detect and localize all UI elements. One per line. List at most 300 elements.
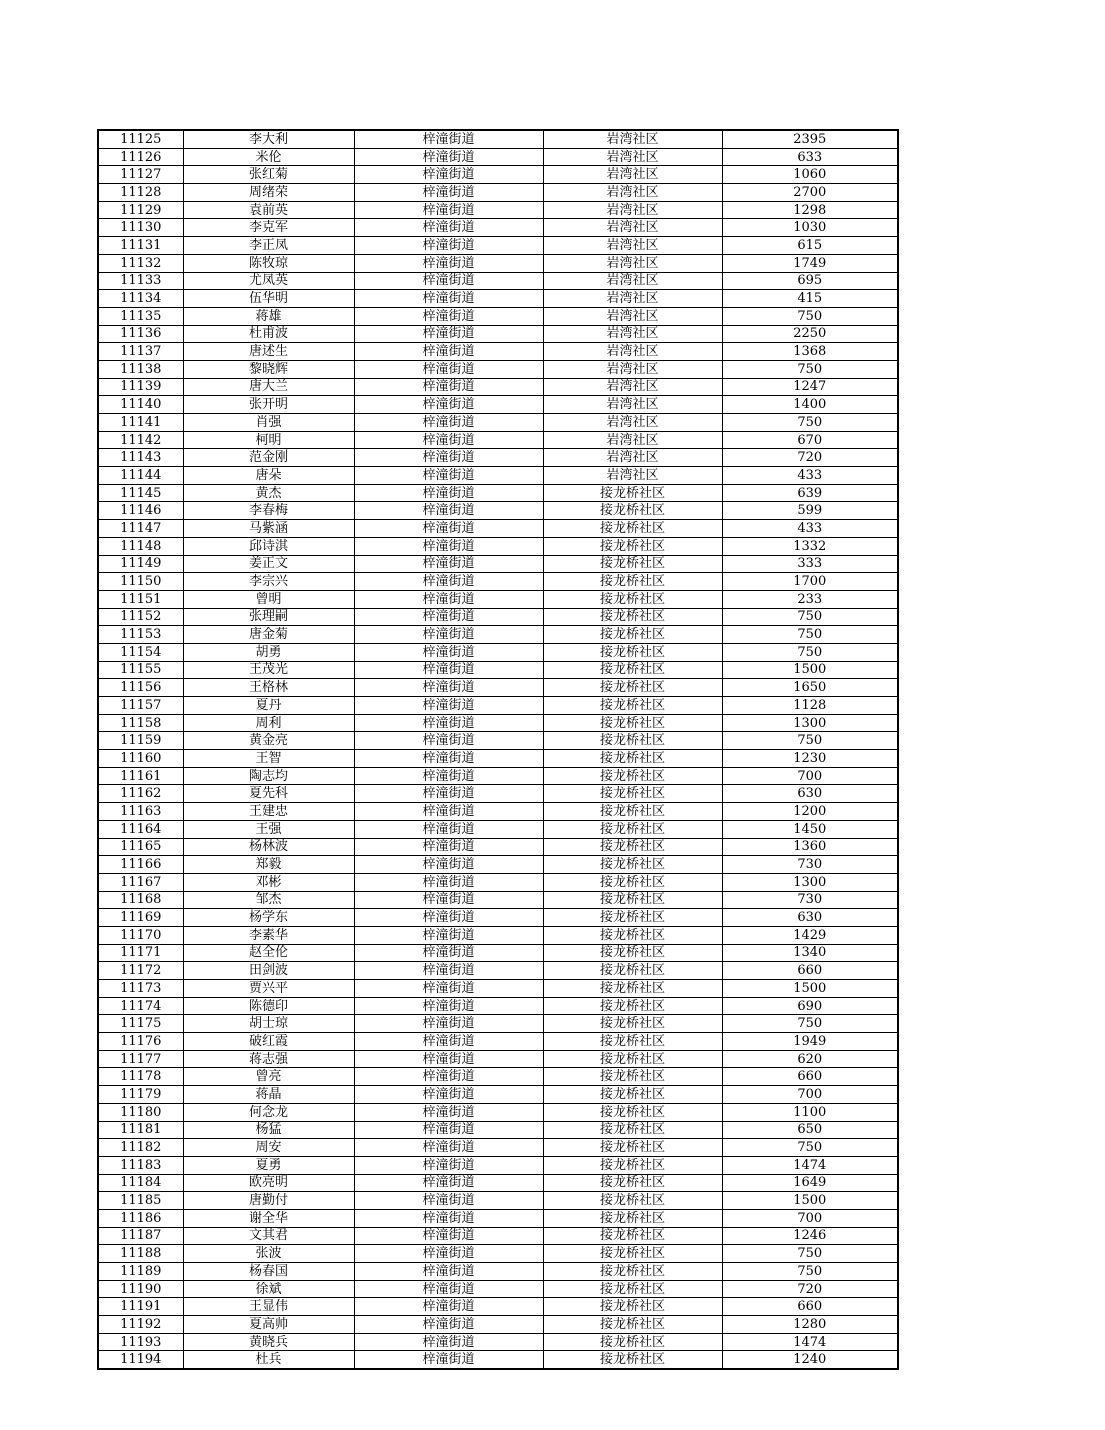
cell-street: 梓潼街道 bbox=[354, 254, 543, 272]
data-table bbox=[97, 129, 899, 1370]
cell-street: 梓潼街道 bbox=[354, 1050, 543, 1068]
cell-id: 11136 bbox=[98, 325, 183, 343]
cell-name: 文其君 bbox=[183, 1227, 354, 1245]
cell-name: 唐勤付 bbox=[183, 1192, 354, 1210]
cell-id: 11175 bbox=[98, 1015, 183, 1033]
cell-community: 岩湾社区 bbox=[543, 360, 722, 378]
cell-id: 11164 bbox=[98, 820, 183, 838]
table-row bbox=[98, 643, 898, 661]
cell-amount: 695 bbox=[722, 272, 898, 290]
cell-name: 徐斌 bbox=[183, 1280, 354, 1298]
cell-community: 接龙桥社区 bbox=[543, 1050, 722, 1068]
table-row bbox=[98, 148, 898, 166]
table-row bbox=[98, 219, 898, 237]
cell-amount: 750 bbox=[722, 732, 898, 750]
table-row bbox=[98, 1316, 898, 1334]
cell-name: 邓彬 bbox=[183, 873, 354, 891]
cell-name: 王强 bbox=[183, 820, 354, 838]
cell-street: 梓潼街道 bbox=[354, 1298, 543, 1316]
cell-name: 邱诗淇 bbox=[183, 537, 354, 555]
cell-community: 接龙桥社区 bbox=[543, 555, 722, 573]
cell-street: 梓潼街道 bbox=[354, 1263, 543, 1281]
table-row bbox=[98, 1280, 898, 1298]
cell-community: 岩湾社区 bbox=[543, 414, 722, 432]
table-row bbox=[98, 1227, 898, 1245]
cell-name: 谢全华 bbox=[183, 1209, 354, 1227]
cell-name: 唐朵 bbox=[183, 467, 354, 485]
cell-id: 11129 bbox=[98, 201, 183, 219]
cell-name: 黎晓辉 bbox=[183, 360, 354, 378]
table-row bbox=[98, 520, 898, 538]
table-row bbox=[98, 237, 898, 255]
cell-amount: 1060 bbox=[722, 166, 898, 184]
cell-name: 王智 bbox=[183, 750, 354, 768]
cell-street: 梓潼街道 bbox=[354, 272, 543, 290]
cell-community: 岩湾社区 bbox=[543, 325, 722, 343]
cell-community: 岩湾社区 bbox=[543, 272, 722, 290]
cell-name: 陶志均 bbox=[183, 767, 354, 785]
cell-street: 梓潼街道 bbox=[354, 130, 543, 148]
cell-name: 李素华 bbox=[183, 926, 354, 944]
table-row bbox=[98, 1351, 898, 1369]
cell-id: 11192 bbox=[98, 1316, 183, 1334]
cell-amount: 599 bbox=[722, 502, 898, 520]
cell-street: 梓潼街道 bbox=[354, 343, 543, 361]
cell-name: 张波 bbox=[183, 1245, 354, 1263]
cell-name: 周利 bbox=[183, 714, 354, 732]
cell-community: 接龙桥社区 bbox=[543, 1033, 722, 1051]
cell-id: 11127 bbox=[98, 166, 183, 184]
cell-id: 11165 bbox=[98, 838, 183, 856]
table-row bbox=[98, 1333, 898, 1351]
table-row bbox=[98, 184, 898, 202]
cell-community: 接龙桥社区 bbox=[543, 803, 722, 821]
cell-id: 11157 bbox=[98, 697, 183, 715]
cell-name: 姜正文 bbox=[183, 555, 354, 573]
cell-community: 接龙桥社区 bbox=[543, 1015, 722, 1033]
table-row bbox=[98, 590, 898, 608]
cell-name: 李春梅 bbox=[183, 502, 354, 520]
cell-name: 周绪荣 bbox=[183, 184, 354, 202]
cell-name: 黄金亮 bbox=[183, 732, 354, 750]
cell-amount: 1030 bbox=[722, 219, 898, 237]
cell-id: 11131 bbox=[98, 237, 183, 255]
cell-street: 梓潼街道 bbox=[354, 608, 543, 626]
table-row bbox=[98, 1050, 898, 1068]
cell-amount: 750 bbox=[722, 360, 898, 378]
cell-name: 黄杰 bbox=[183, 484, 354, 502]
cell-amount: 2395 bbox=[722, 130, 898, 148]
cell-amount: 700 bbox=[722, 767, 898, 785]
table-row bbox=[98, 1033, 898, 1051]
cell-community: 接龙桥社区 bbox=[543, 873, 722, 891]
cell-community: 岩湾社区 bbox=[543, 431, 722, 449]
table-row bbox=[98, 1298, 898, 1316]
cell-street: 梓潼街道 bbox=[354, 1245, 543, 1263]
cell-name: 李克军 bbox=[183, 219, 354, 237]
cell-id: 11126 bbox=[98, 148, 183, 166]
table-row bbox=[98, 396, 898, 414]
cell-id: 11135 bbox=[98, 307, 183, 325]
cell-id: 11186 bbox=[98, 1209, 183, 1227]
cell-community: 接龙桥社区 bbox=[543, 1174, 722, 1192]
table-row bbox=[98, 254, 898, 272]
cell-street: 梓潼街道 bbox=[354, 1103, 543, 1121]
cell-street: 梓潼街道 bbox=[354, 1033, 543, 1051]
table-row bbox=[98, 1121, 898, 1139]
table-body bbox=[98, 130, 898, 1369]
cell-street: 梓潼街道 bbox=[354, 661, 543, 679]
cell-amount: 1700 bbox=[722, 573, 898, 591]
cell-community: 接龙桥社区 bbox=[543, 962, 722, 980]
cell-id: 11156 bbox=[98, 679, 183, 697]
cell-street: 梓潼街道 bbox=[354, 520, 543, 538]
cell-community: 接龙桥社区 bbox=[543, 856, 722, 874]
cell-community: 接龙桥社区 bbox=[543, 1263, 722, 1281]
cell-community: 岩湾社区 bbox=[543, 290, 722, 308]
cell-street: 梓潼街道 bbox=[354, 449, 543, 467]
table-row bbox=[98, 1263, 898, 1281]
cell-street: 梓潼街道 bbox=[354, 1068, 543, 1086]
cell-name: 张红菊 bbox=[183, 166, 354, 184]
cell-community: 接龙桥社区 bbox=[543, 502, 722, 520]
table-row bbox=[98, 502, 898, 520]
cell-name: 伍华明 bbox=[183, 290, 354, 308]
cell-name: 曾亮 bbox=[183, 1068, 354, 1086]
cell-amount: 750 bbox=[722, 1015, 898, 1033]
table-row bbox=[98, 838, 898, 856]
cell-name: 蒋晶 bbox=[183, 1086, 354, 1104]
cell-id: 11166 bbox=[98, 856, 183, 874]
cell-id: 11148 bbox=[98, 537, 183, 555]
cell-street: 梓潼街道 bbox=[354, 1333, 543, 1351]
cell-amount: 1749 bbox=[722, 254, 898, 272]
cell-id: 11183 bbox=[98, 1156, 183, 1174]
table-row bbox=[98, 378, 898, 396]
cell-id: 11154 bbox=[98, 643, 183, 661]
cell-amount: 1429 bbox=[722, 926, 898, 944]
cell-id: 11125 bbox=[98, 130, 183, 148]
cell-community: 岩湾社区 bbox=[543, 184, 722, 202]
cell-community: 岩湾社区 bbox=[543, 148, 722, 166]
table-row bbox=[98, 360, 898, 378]
cell-id: 11191 bbox=[98, 1298, 183, 1316]
cell-community: 接龙桥社区 bbox=[543, 1086, 722, 1104]
cell-id: 11147 bbox=[98, 520, 183, 538]
table-row bbox=[98, 537, 898, 555]
cell-community: 接龙桥社区 bbox=[543, 714, 722, 732]
cell-id: 11137 bbox=[98, 343, 183, 361]
cell-amount: 2250 bbox=[722, 325, 898, 343]
cell-community: 岩湾社区 bbox=[543, 219, 722, 237]
cell-id: 11194 bbox=[98, 1351, 183, 1369]
cell-amount: 1474 bbox=[722, 1333, 898, 1351]
cell-street: 梓潼街道 bbox=[354, 679, 543, 697]
table-row bbox=[98, 679, 898, 697]
cell-name: 王格林 bbox=[183, 679, 354, 697]
cell-amount: 2700 bbox=[722, 184, 898, 202]
cell-name: 陈德印 bbox=[183, 997, 354, 1015]
cell-community: 接龙桥社区 bbox=[543, 785, 722, 803]
cell-street: 梓潼街道 bbox=[354, 590, 543, 608]
cell-street: 梓潼街道 bbox=[354, 502, 543, 520]
cell-community: 接龙桥社区 bbox=[543, 997, 722, 1015]
cell-street: 梓潼街道 bbox=[354, 820, 543, 838]
cell-id: 11150 bbox=[98, 573, 183, 591]
cell-community: 接龙桥社区 bbox=[543, 1139, 722, 1157]
cell-id: 11163 bbox=[98, 803, 183, 821]
cell-amount: 1128 bbox=[722, 697, 898, 715]
cell-community: 岩湾社区 bbox=[543, 396, 722, 414]
cell-amount: 1340 bbox=[722, 944, 898, 962]
cell-amount: 720 bbox=[722, 1280, 898, 1298]
cell-name: 夏勇 bbox=[183, 1156, 354, 1174]
cell-community: 岩湾社区 bbox=[543, 254, 722, 272]
cell-amount: 433 bbox=[722, 467, 898, 485]
cell-community: 接龙桥社区 bbox=[543, 944, 722, 962]
cell-amount: 1500 bbox=[722, 1192, 898, 1210]
table-row bbox=[98, 714, 898, 732]
cell-amount: 750 bbox=[722, 307, 898, 325]
cell-name: 杜兵 bbox=[183, 1351, 354, 1369]
cell-amount: 630 bbox=[722, 909, 898, 927]
cell-name: 杜甫波 bbox=[183, 325, 354, 343]
cell-amount: 700 bbox=[722, 1086, 898, 1104]
cell-amount: 1949 bbox=[722, 1033, 898, 1051]
table-row bbox=[98, 290, 898, 308]
cell-street: 梓潼街道 bbox=[354, 1280, 543, 1298]
cell-street: 梓潼街道 bbox=[354, 909, 543, 927]
cell-id: 11134 bbox=[98, 290, 183, 308]
cell-name: 李大利 bbox=[183, 130, 354, 148]
cell-community: 接龙桥社区 bbox=[543, 626, 722, 644]
cell-street: 梓潼街道 bbox=[354, 1227, 543, 1245]
table-row bbox=[98, 856, 898, 874]
cell-street: 梓潼街道 bbox=[354, 873, 543, 891]
cell-street: 梓潼街道 bbox=[354, 148, 543, 166]
cell-street: 梓潼街道 bbox=[354, 431, 543, 449]
cell-community: 接龙桥社区 bbox=[543, 891, 722, 909]
cell-name: 米伦 bbox=[183, 148, 354, 166]
cell-street: 梓潼街道 bbox=[354, 926, 543, 944]
cell-amount: 1247 bbox=[722, 378, 898, 396]
cell-id: 11172 bbox=[98, 962, 183, 980]
cell-id: 11182 bbox=[98, 1139, 183, 1157]
cell-amount: 1649 bbox=[722, 1174, 898, 1192]
cell-street: 梓潼街道 bbox=[354, 360, 543, 378]
cell-amount: 1298 bbox=[722, 201, 898, 219]
table-row bbox=[98, 130, 898, 148]
table-row bbox=[98, 1245, 898, 1263]
cell-id: 11152 bbox=[98, 608, 183, 626]
cell-amount: 1100 bbox=[722, 1103, 898, 1121]
cell-street: 梓潼街道 bbox=[354, 732, 543, 750]
table-row bbox=[98, 1174, 898, 1192]
cell-street: 梓潼街道 bbox=[354, 980, 543, 998]
table-row bbox=[98, 891, 898, 909]
cell-community: 岩湾社区 bbox=[543, 343, 722, 361]
cell-community: 接龙桥社区 bbox=[543, 1068, 722, 1086]
cell-amount: 750 bbox=[722, 1263, 898, 1281]
cell-street: 梓潼街道 bbox=[354, 803, 543, 821]
cell-community: 接龙桥社区 bbox=[543, 1298, 722, 1316]
cell-street: 梓潼街道 bbox=[354, 944, 543, 962]
cell-community: 岩湾社区 bbox=[543, 201, 722, 219]
cell-amount: 650 bbox=[722, 1121, 898, 1139]
cell-community: 岩湾社区 bbox=[543, 449, 722, 467]
cell-community: 接龙桥社区 bbox=[543, 537, 722, 555]
cell-name: 陈牧琼 bbox=[183, 254, 354, 272]
cell-amount: 750 bbox=[722, 414, 898, 432]
cell-community: 接龙桥社区 bbox=[543, 767, 722, 785]
cell-id: 11133 bbox=[98, 272, 183, 290]
cell-name: 唐述生 bbox=[183, 343, 354, 361]
cell-street: 梓潼街道 bbox=[354, 856, 543, 874]
cell-street: 梓潼街道 bbox=[354, 467, 543, 485]
cell-community: 接龙桥社区 bbox=[543, 679, 722, 697]
cell-community: 接龙桥社区 bbox=[543, 1351, 722, 1369]
cell-amount: 1300 bbox=[722, 714, 898, 732]
cell-id: 11169 bbox=[98, 909, 183, 927]
cell-amount: 730 bbox=[722, 856, 898, 874]
cell-street: 梓潼街道 bbox=[354, 201, 543, 219]
table-row bbox=[98, 997, 898, 1015]
table-row bbox=[98, 767, 898, 785]
cell-name: 李正凤 bbox=[183, 237, 354, 255]
cell-name: 李宗兴 bbox=[183, 573, 354, 591]
cell-amount: 1500 bbox=[722, 661, 898, 679]
cell-community: 岩湾社区 bbox=[543, 378, 722, 396]
cell-amount: 233 bbox=[722, 590, 898, 608]
cell-street: 梓潼街道 bbox=[354, 626, 543, 644]
cell-amount: 730 bbox=[722, 891, 898, 909]
cell-street: 梓潼街道 bbox=[354, 219, 543, 237]
cell-community: 接龙桥社区 bbox=[543, 608, 722, 626]
cell-amount: 415 bbox=[722, 290, 898, 308]
cell-name: 黄晓兵 bbox=[183, 1333, 354, 1351]
cell-street: 梓潼街道 bbox=[354, 1015, 543, 1033]
cell-id: 11173 bbox=[98, 980, 183, 998]
cell-street: 梓潼街道 bbox=[354, 838, 543, 856]
cell-street: 梓潼街道 bbox=[354, 962, 543, 980]
table-row bbox=[98, 1015, 898, 1033]
cell-id: 11130 bbox=[98, 219, 183, 237]
cell-street: 梓潼街道 bbox=[354, 767, 543, 785]
cell-id: 11184 bbox=[98, 1174, 183, 1192]
cell-amount: 630 bbox=[722, 785, 898, 803]
table-row bbox=[98, 414, 898, 432]
cell-name: 贾兴平 bbox=[183, 980, 354, 998]
table-row bbox=[98, 467, 898, 485]
cell-amount: 720 bbox=[722, 449, 898, 467]
cell-community: 岩湾社区 bbox=[543, 307, 722, 325]
cell-name: 唐金菊 bbox=[183, 626, 354, 644]
table-row bbox=[98, 431, 898, 449]
cell-id: 11185 bbox=[98, 1192, 183, 1210]
cell-community: 岩湾社区 bbox=[543, 166, 722, 184]
cell-street: 梓潼街道 bbox=[354, 714, 543, 732]
cell-id: 11160 bbox=[98, 750, 183, 768]
table-row bbox=[98, 1192, 898, 1210]
cell-amount: 1400 bbox=[722, 396, 898, 414]
table-row bbox=[98, 608, 898, 626]
cell-id: 11141 bbox=[98, 414, 183, 432]
cell-street: 梓潼街道 bbox=[354, 1192, 543, 1210]
cell-id: 11162 bbox=[98, 785, 183, 803]
cell-street: 梓潼街道 bbox=[354, 166, 543, 184]
cell-name: 夏高帅 bbox=[183, 1316, 354, 1334]
cell-amount: 639 bbox=[722, 484, 898, 502]
table-row bbox=[98, 732, 898, 750]
cell-amount: 1450 bbox=[722, 820, 898, 838]
cell-amount: 1474 bbox=[722, 1156, 898, 1174]
cell-street: 梓潼街道 bbox=[354, 396, 543, 414]
cell-community: 接龙桥社区 bbox=[543, 909, 722, 927]
table-row bbox=[98, 166, 898, 184]
cell-amount: 1500 bbox=[722, 980, 898, 998]
cell-amount: 670 bbox=[722, 431, 898, 449]
cell-name: 王茂光 bbox=[183, 661, 354, 679]
cell-street: 梓潼街道 bbox=[354, 1156, 543, 1174]
cell-id: 11171 bbox=[98, 944, 183, 962]
cell-community: 接龙桥社区 bbox=[543, 1227, 722, 1245]
cell-community: 接龙桥社区 bbox=[543, 750, 722, 768]
cell-community: 接龙桥社区 bbox=[543, 1192, 722, 1210]
cell-name: 田剑波 bbox=[183, 962, 354, 980]
cell-street: 梓潼街道 bbox=[354, 697, 543, 715]
table-row bbox=[98, 661, 898, 679]
cell-name: 范金刚 bbox=[183, 449, 354, 467]
cell-amount: 1300 bbox=[722, 873, 898, 891]
cell-amount: 750 bbox=[722, 1139, 898, 1157]
cell-id: 11193 bbox=[98, 1333, 183, 1351]
cell-community: 接龙桥社区 bbox=[543, 1316, 722, 1334]
table-row bbox=[98, 1068, 898, 1086]
cell-id: 11139 bbox=[98, 378, 183, 396]
cell-street: 梓潼街道 bbox=[354, 997, 543, 1015]
cell-name: 蒋志强 bbox=[183, 1050, 354, 1068]
cell-community: 接龙桥社区 bbox=[543, 661, 722, 679]
table-row bbox=[98, 962, 898, 980]
cell-street: 梓潼街道 bbox=[354, 537, 543, 555]
cell-street: 梓潼街道 bbox=[354, 573, 543, 591]
cell-street: 梓潼街道 bbox=[354, 237, 543, 255]
cell-street: 梓潼街道 bbox=[354, 414, 543, 432]
cell-amount: 660 bbox=[722, 1068, 898, 1086]
cell-name: 肖强 bbox=[183, 414, 354, 432]
cell-id: 11138 bbox=[98, 360, 183, 378]
cell-community: 岩湾社区 bbox=[543, 467, 722, 485]
cell-name: 胡士琼 bbox=[183, 1015, 354, 1033]
cell-community: 接龙桥社区 bbox=[543, 1121, 722, 1139]
cell-community: 岩湾社区 bbox=[543, 130, 722, 148]
cell-name: 赵全伦 bbox=[183, 944, 354, 962]
cell-community: 接龙桥社区 bbox=[543, 732, 722, 750]
cell-id: 11140 bbox=[98, 396, 183, 414]
table-row bbox=[98, 750, 898, 768]
table-row bbox=[98, 555, 898, 573]
cell-name: 杨春国 bbox=[183, 1263, 354, 1281]
cell-id: 11158 bbox=[98, 714, 183, 732]
cell-id: 11189 bbox=[98, 1263, 183, 1281]
cell-id: 11155 bbox=[98, 661, 183, 679]
cell-street: 梓潼街道 bbox=[354, 1139, 543, 1157]
cell-id: 11178 bbox=[98, 1068, 183, 1086]
cell-name: 破红霞 bbox=[183, 1033, 354, 1051]
cell-amount: 1360 bbox=[722, 838, 898, 856]
table-row bbox=[98, 1156, 898, 1174]
table-row bbox=[98, 1139, 898, 1157]
